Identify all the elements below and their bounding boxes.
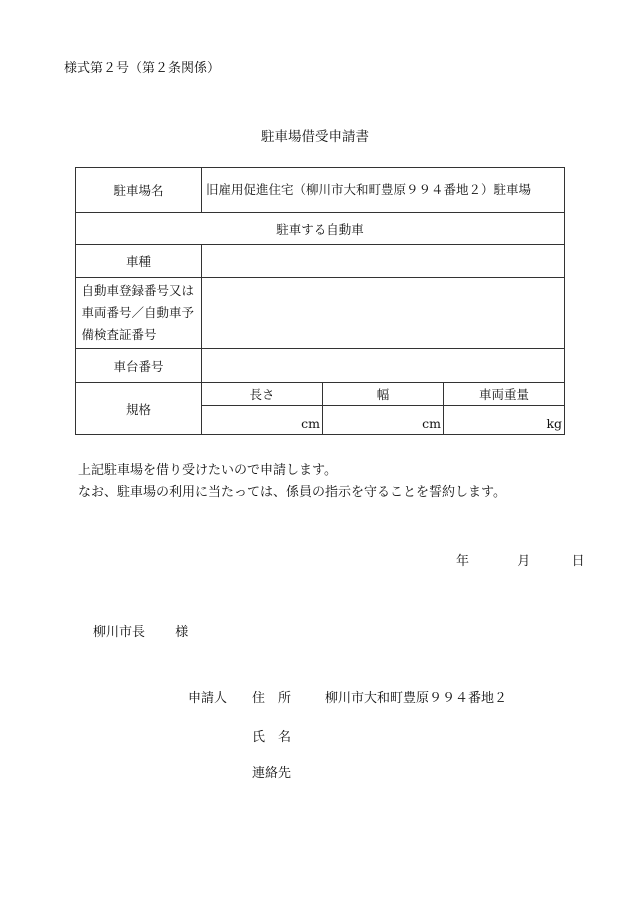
parking-lot-value: 旧雇用促進住宅（柳川市大和町豊原９９４番地２）駐車場 [202,168,565,213]
addressee-honorific: 様 [175,625,189,640]
spec-length-unit: cm [301,416,320,431]
parking-lot-label: 駐車場名 [76,168,202,213]
vehicle-type-field[interactable] [202,245,565,278]
addressee-name: 柳川市長 [93,625,146,640]
spec-width-unit: cm [422,416,441,431]
address-value: 柳川市大和町豊原９９４番地２ [325,691,508,706]
applicant-block [188,687,568,787]
spec-weight-field[interactable] [444,406,565,435]
application-table [75,167,565,435]
vehicle-section-header: 駐車する自動車 [76,213,565,245]
spec-weight-header: 車両重量 [444,383,565,406]
name-field[interactable] [325,726,525,744]
spec-width-header: 幅 [323,383,444,406]
document-title: 駐車場借受申請書 [261,129,369,145]
addressee [93,621,188,640]
month-label: 月 [517,554,531,569]
contact-label: 連絡先 [252,766,292,781]
statement-line-2: なお、駐車場の利用に当たっては、係員の指示を守ることを誓約します。 [78,485,506,500]
spec-length-field[interactable] [202,406,323,435]
year-label: 年 [456,554,470,569]
date-line [456,550,585,569]
vehicle-type-row [76,245,565,278]
form-code: 様式第２号（第２条関係） [64,61,221,76]
vehicle-type-label: 車種 [76,245,202,278]
address-label: 住 所 [252,691,292,706]
spec-label: 規格 [76,383,202,435]
registration-row [76,278,565,349]
registration-label-text: 自動車登録番号又は車両番号／自動車予備検査証番号 [81,283,195,342]
spec-header-row [76,383,565,406]
spec-width-field[interactable] [323,406,444,435]
day-label: 日 [571,554,585,569]
chassis-field[interactable] [202,349,565,383]
registration-label [76,278,202,349]
chassis-label: 車台番号 [76,349,202,383]
registration-field[interactable] [202,278,565,349]
applicant-label: 申請人 [188,691,228,706]
spec-weight-unit: kg [546,416,563,431]
contact-field[interactable] [325,762,525,780]
vehicle-section-row [76,213,565,245]
spec-length-header: 長さ [202,383,323,406]
statement-line-1: 上記駐車場を借り受けたいので申請します。 [78,463,337,478]
name-label: 氏 名 [252,730,292,745]
statement [78,460,506,504]
chassis-row [76,349,565,383]
parking-lot-row [76,168,565,213]
